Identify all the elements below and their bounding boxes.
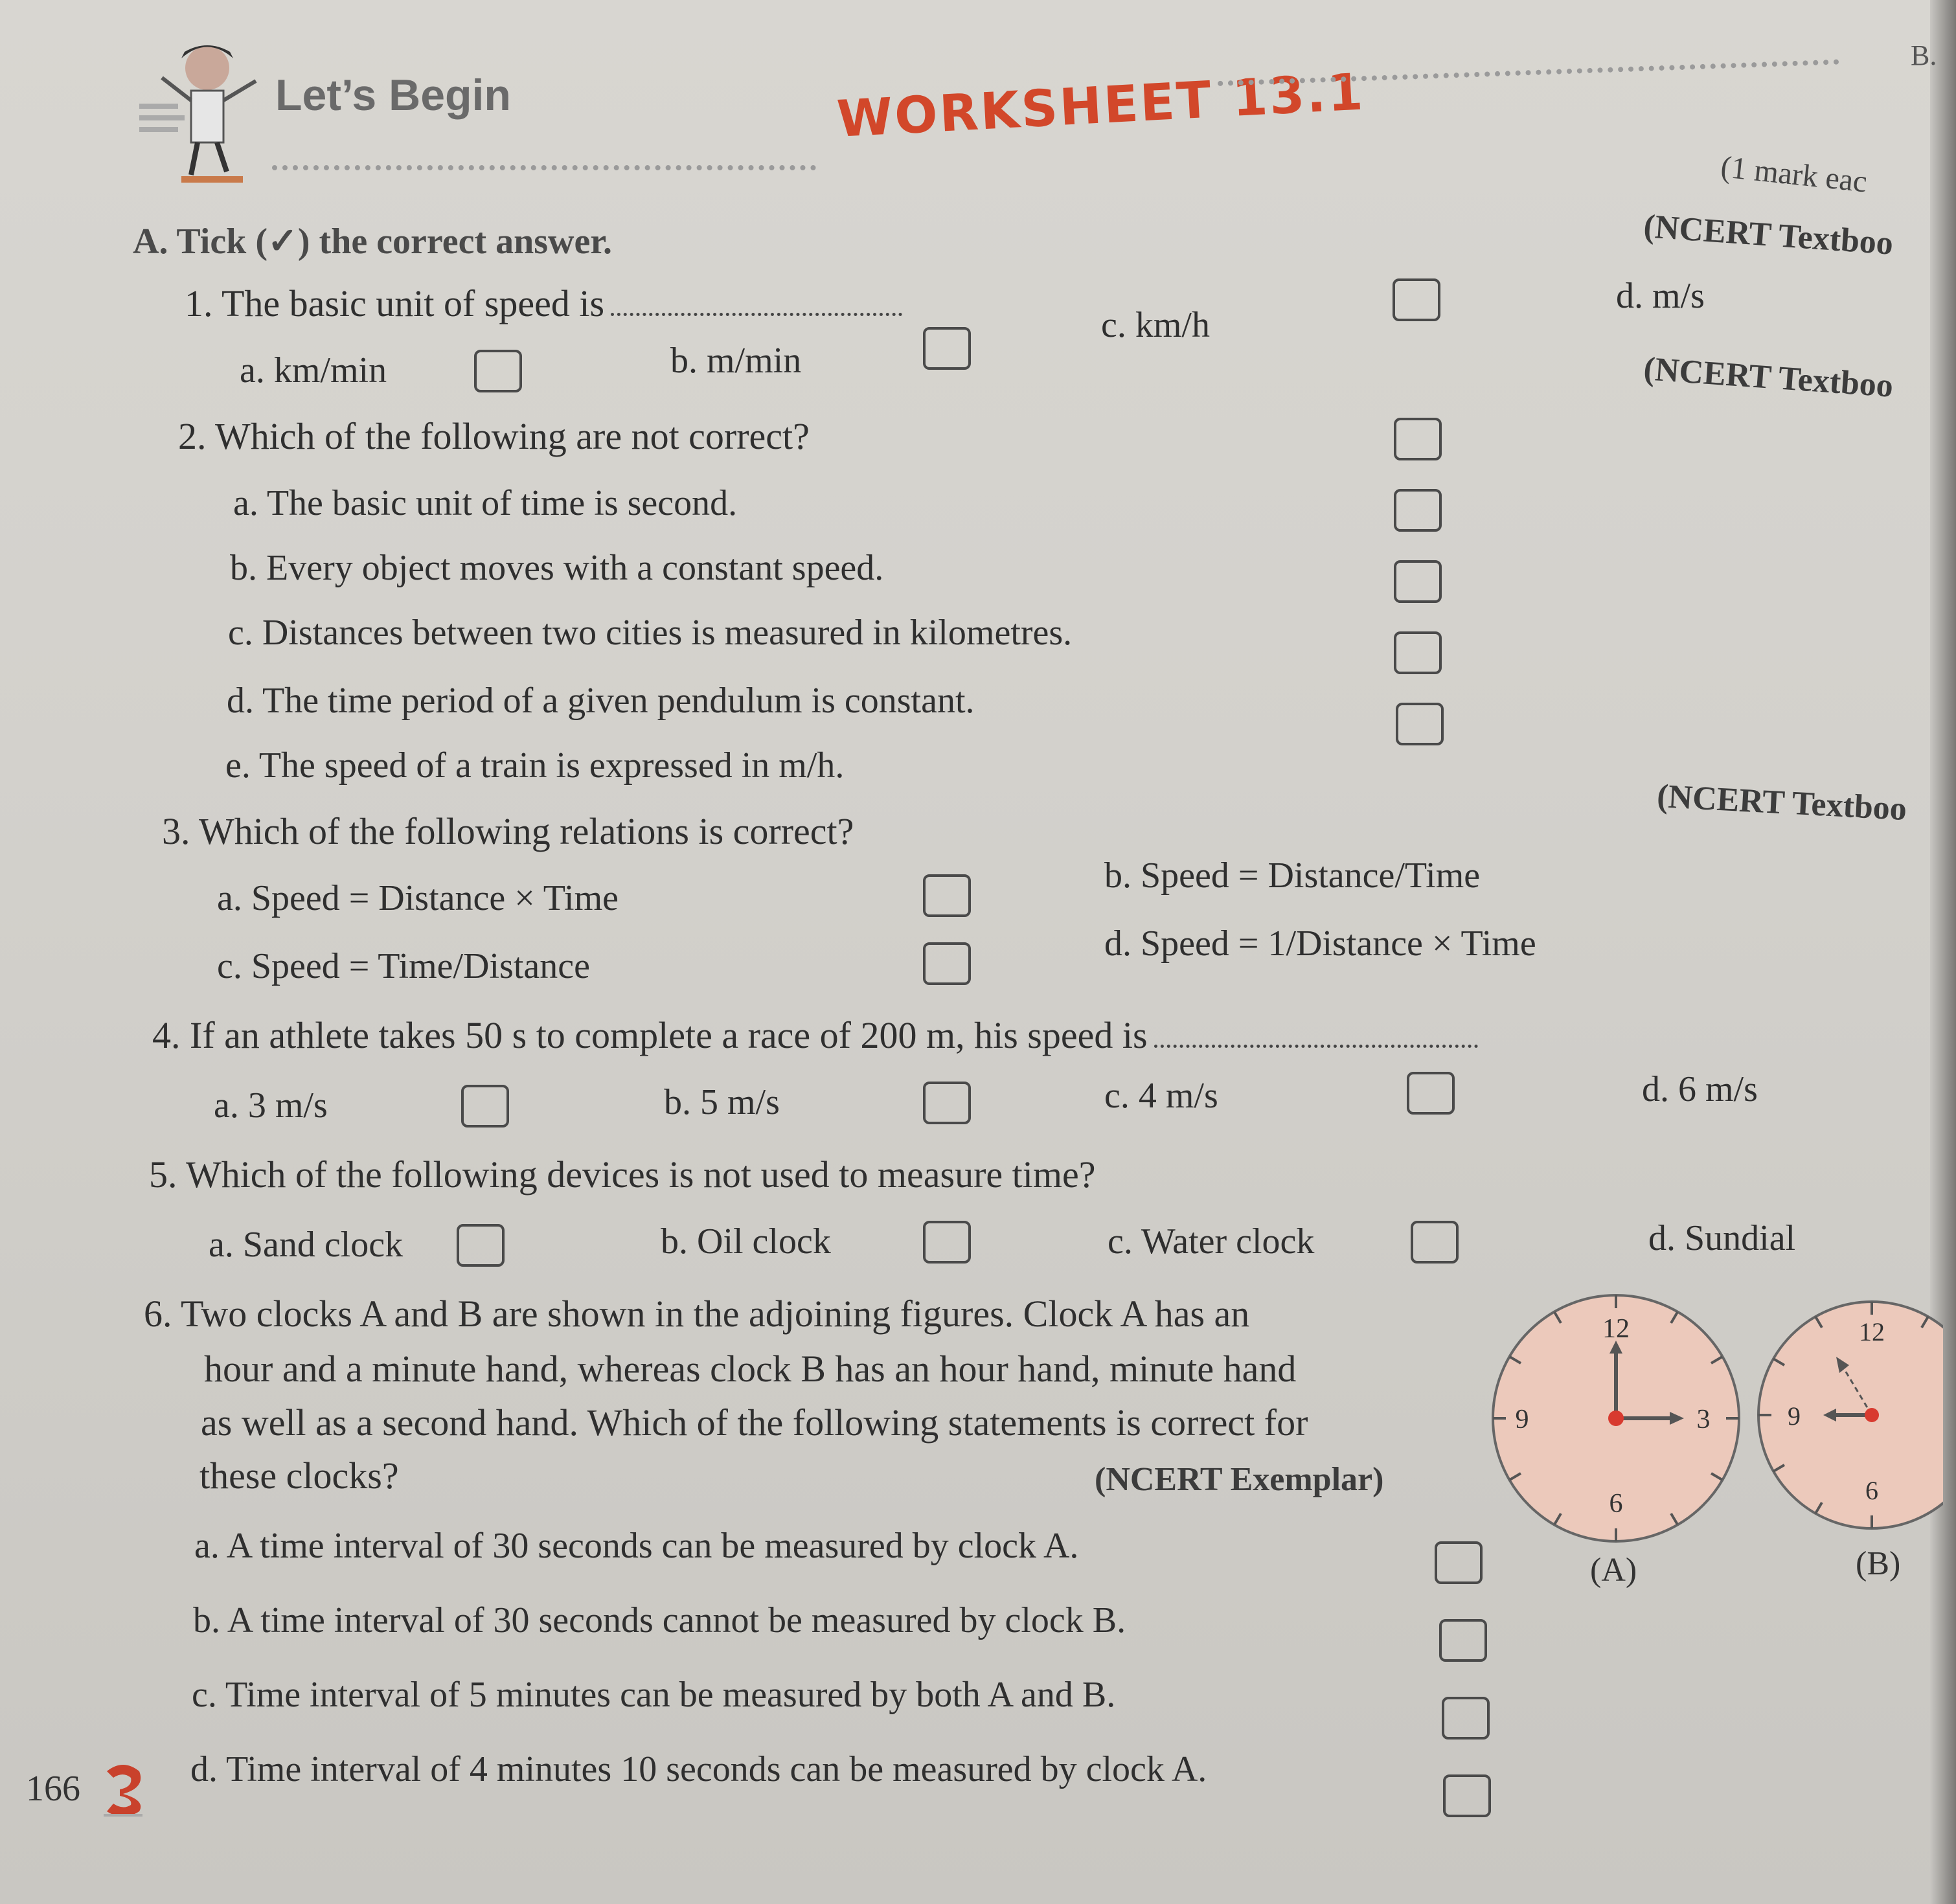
- clock-a-label: (A): [1590, 1552, 1637, 1589]
- clock-b: [1758, 1302, 1943, 1528]
- q6-option-c: c. Time interval of 5 minutes can be measured by both A and B.: [192, 1675, 1116, 1715]
- marks-note: (1 mark eac: [1719, 149, 1869, 199]
- q3-option-a: a. Speed = Distance × Time: [217, 878, 619, 918]
- q6-text-line-3: as well as a second hand. Which of the following statements is correct for: [201, 1401, 1308, 1444]
- dotted-rule-left: [272, 165, 816, 170]
- clock-b-numeral-12: 12: [1859, 1317, 1885, 1346]
- q2-checkbox-e[interactable]: [1396, 703, 1444, 745]
- clock-figures: [1490, 1289, 1943, 1554]
- q3-text: 3. Which of the following relations is correct?: [162, 810, 854, 852]
- q2-checkbox-c[interactable]: [1394, 560, 1442, 603]
- q1-text: 1. The basic unit of speed is: [185, 282, 902, 325]
- q2-checkbox-b[interactable]: [1394, 489, 1442, 532]
- q3-option-d: d. Speed = 1/Distance × Time: [1104, 924, 1536, 964]
- q1-checkbox-a[interactable]: [474, 350, 522, 392]
- q1-checkbox-c[interactable]: [1393, 278, 1440, 321]
- q6-option-a: a. A time interval of 30 seconds can be measured by clock A.: [194, 1526, 1079, 1566]
- q3-checkbox-a[interactable]: [923, 874, 971, 917]
- q3-source: (NCERT Textboo: [1655, 777, 1908, 828]
- q4-option-a: a. 3 m/s: [214, 1085, 328, 1126]
- q6-source: (NCERT Exemplar): [1095, 1461, 1384, 1498]
- q4-option-b: b. 5 m/s: [664, 1082, 780, 1122]
- q6-option-d: d. Time interval of 4 minutes 10 seconds can be measured by clock A.: [190, 1749, 1207, 1789]
- q6-text-line-2: hour and a minute hand, whereas clock B has an hour hand, minute hand: [204, 1348, 1297, 1390]
- q2-checkbox-a[interactable]: [1394, 418, 1442, 460]
- q2-text: 2. Which of the following are not correct?: [178, 415, 810, 457]
- q6-checkbox-c[interactable]: [1442, 1697, 1490, 1740]
- clock-b-numeral-9: 9: [1788, 1401, 1801, 1431]
- q4-text: 4. If an athlete takes 50 s to complete a race of 200 m, his speed is: [152, 1014, 1478, 1057]
- q5-checkbox-a[interactable]: [457, 1224, 505, 1267]
- q5-checkbox-b[interactable]: [923, 1221, 971, 1264]
- q6-text-line-4: these clocks?: [199, 1455, 399, 1497]
- corner-label: B.: [1911, 40, 1937, 71]
- q6-text-line-1: 6. Two clocks A and B are shown in the adjoining figures. Clock A has an: [144, 1293, 1250, 1335]
- q1-option-c: c. km/h: [1101, 305, 1210, 345]
- q4-checkbox-a[interactable]: [461, 1085, 509, 1128]
- q2-checkbox-d[interactable]: [1394, 631, 1442, 674]
- q4-checkbox-c[interactable]: [1407, 1072, 1455, 1115]
- q2-option-e: e. The speed of a train is expressed in m/h.: [225, 745, 845, 786]
- clock-a-numeral-12: 12: [1602, 1314, 1630, 1344]
- lets-begin-heading: Let’s Begin: [275, 71, 511, 120]
- q2-option-d: d. The time period of a given pendulum is constant.: [227, 681, 975, 721]
- q5-option-c: c. Water clock: [1108, 1221, 1315, 1262]
- q6-checkbox-b[interactable]: [1439, 1619, 1487, 1662]
- q2-option-b: b. Every object moves with a constant speed.: [230, 548, 884, 588]
- q1-source: (NCERT Textboo: [1642, 207, 1894, 262]
- q4-blank: [1154, 1045, 1478, 1048]
- q4-option-c: c. 4 m/s: [1104, 1076, 1218, 1116]
- q1-checkbox-b[interactable]: [923, 327, 971, 370]
- q6-checkbox-d[interactable]: [1443, 1774, 1491, 1817]
- clock-b-label: (B): [1856, 1545, 1901, 1582]
- q1-option-a: a. km/min: [240, 350, 387, 391]
- page-number: 166: [26, 1769, 80, 1809]
- q4-option-d: d. 6 m/s: [1642, 1069, 1758, 1109]
- q5-option-d: d. Sundial: [1648, 1218, 1796, 1258]
- clock-a-numeral-9: 9: [1515, 1405, 1529, 1434]
- page-edge: [1930, 0, 1956, 1904]
- clock-a-numeral-3: 3: [1696, 1405, 1711, 1434]
- worksheet-title: WORKSHEET 13.1: [836, 63, 1367, 149]
- q2-option-a: a. The basic unit of time is second.: [233, 483, 738, 523]
- q5-option-a: a. Sand clock: [209, 1225, 404, 1265]
- q3-checkbox-c[interactable]: [923, 942, 971, 985]
- q5-option-b: b. Oil clock: [661, 1221, 831, 1262]
- q1-blank: [611, 313, 902, 316]
- page-number-decoration-icon: [97, 1758, 149, 1820]
- q6-checkbox-a[interactable]: [1435, 1541, 1483, 1584]
- q4-checkbox-b[interactable]: [923, 1082, 971, 1124]
- clock-a: [1493, 1295, 1739, 1541]
- mascot-illustration: [136, 39, 279, 188]
- q1-option-b: b. m/min: [670, 341, 802, 381]
- q3-option-b: b. Speed = Distance/Time: [1104, 856, 1481, 896]
- clock-b-numeral-6: 6: [1865, 1476, 1878, 1505]
- section-a-heading: A. Tick (✓) the correct answer.: [133, 221, 613, 262]
- q3-option-c: c. Speed = Time/Distance: [217, 946, 590, 986]
- q2-option-c: c. Distances between two cities is measured in kilometres.: [228, 613, 1073, 653]
- q2-source: (NCERT Textboo: [1642, 350, 1894, 405]
- q6-option-b: b. A time interval of 30 seconds cannot be measured by clock B.: [193, 1600, 1126, 1640]
- clock-a-numeral-6: 6: [1609, 1489, 1623, 1519]
- q5-checkbox-c[interactable]: [1411, 1221, 1459, 1264]
- q5-text: 5. Which of the following devices is not used to measure time?: [149, 1153, 1096, 1196]
- q1-option-d: d. m/s: [1616, 276, 1705, 316]
